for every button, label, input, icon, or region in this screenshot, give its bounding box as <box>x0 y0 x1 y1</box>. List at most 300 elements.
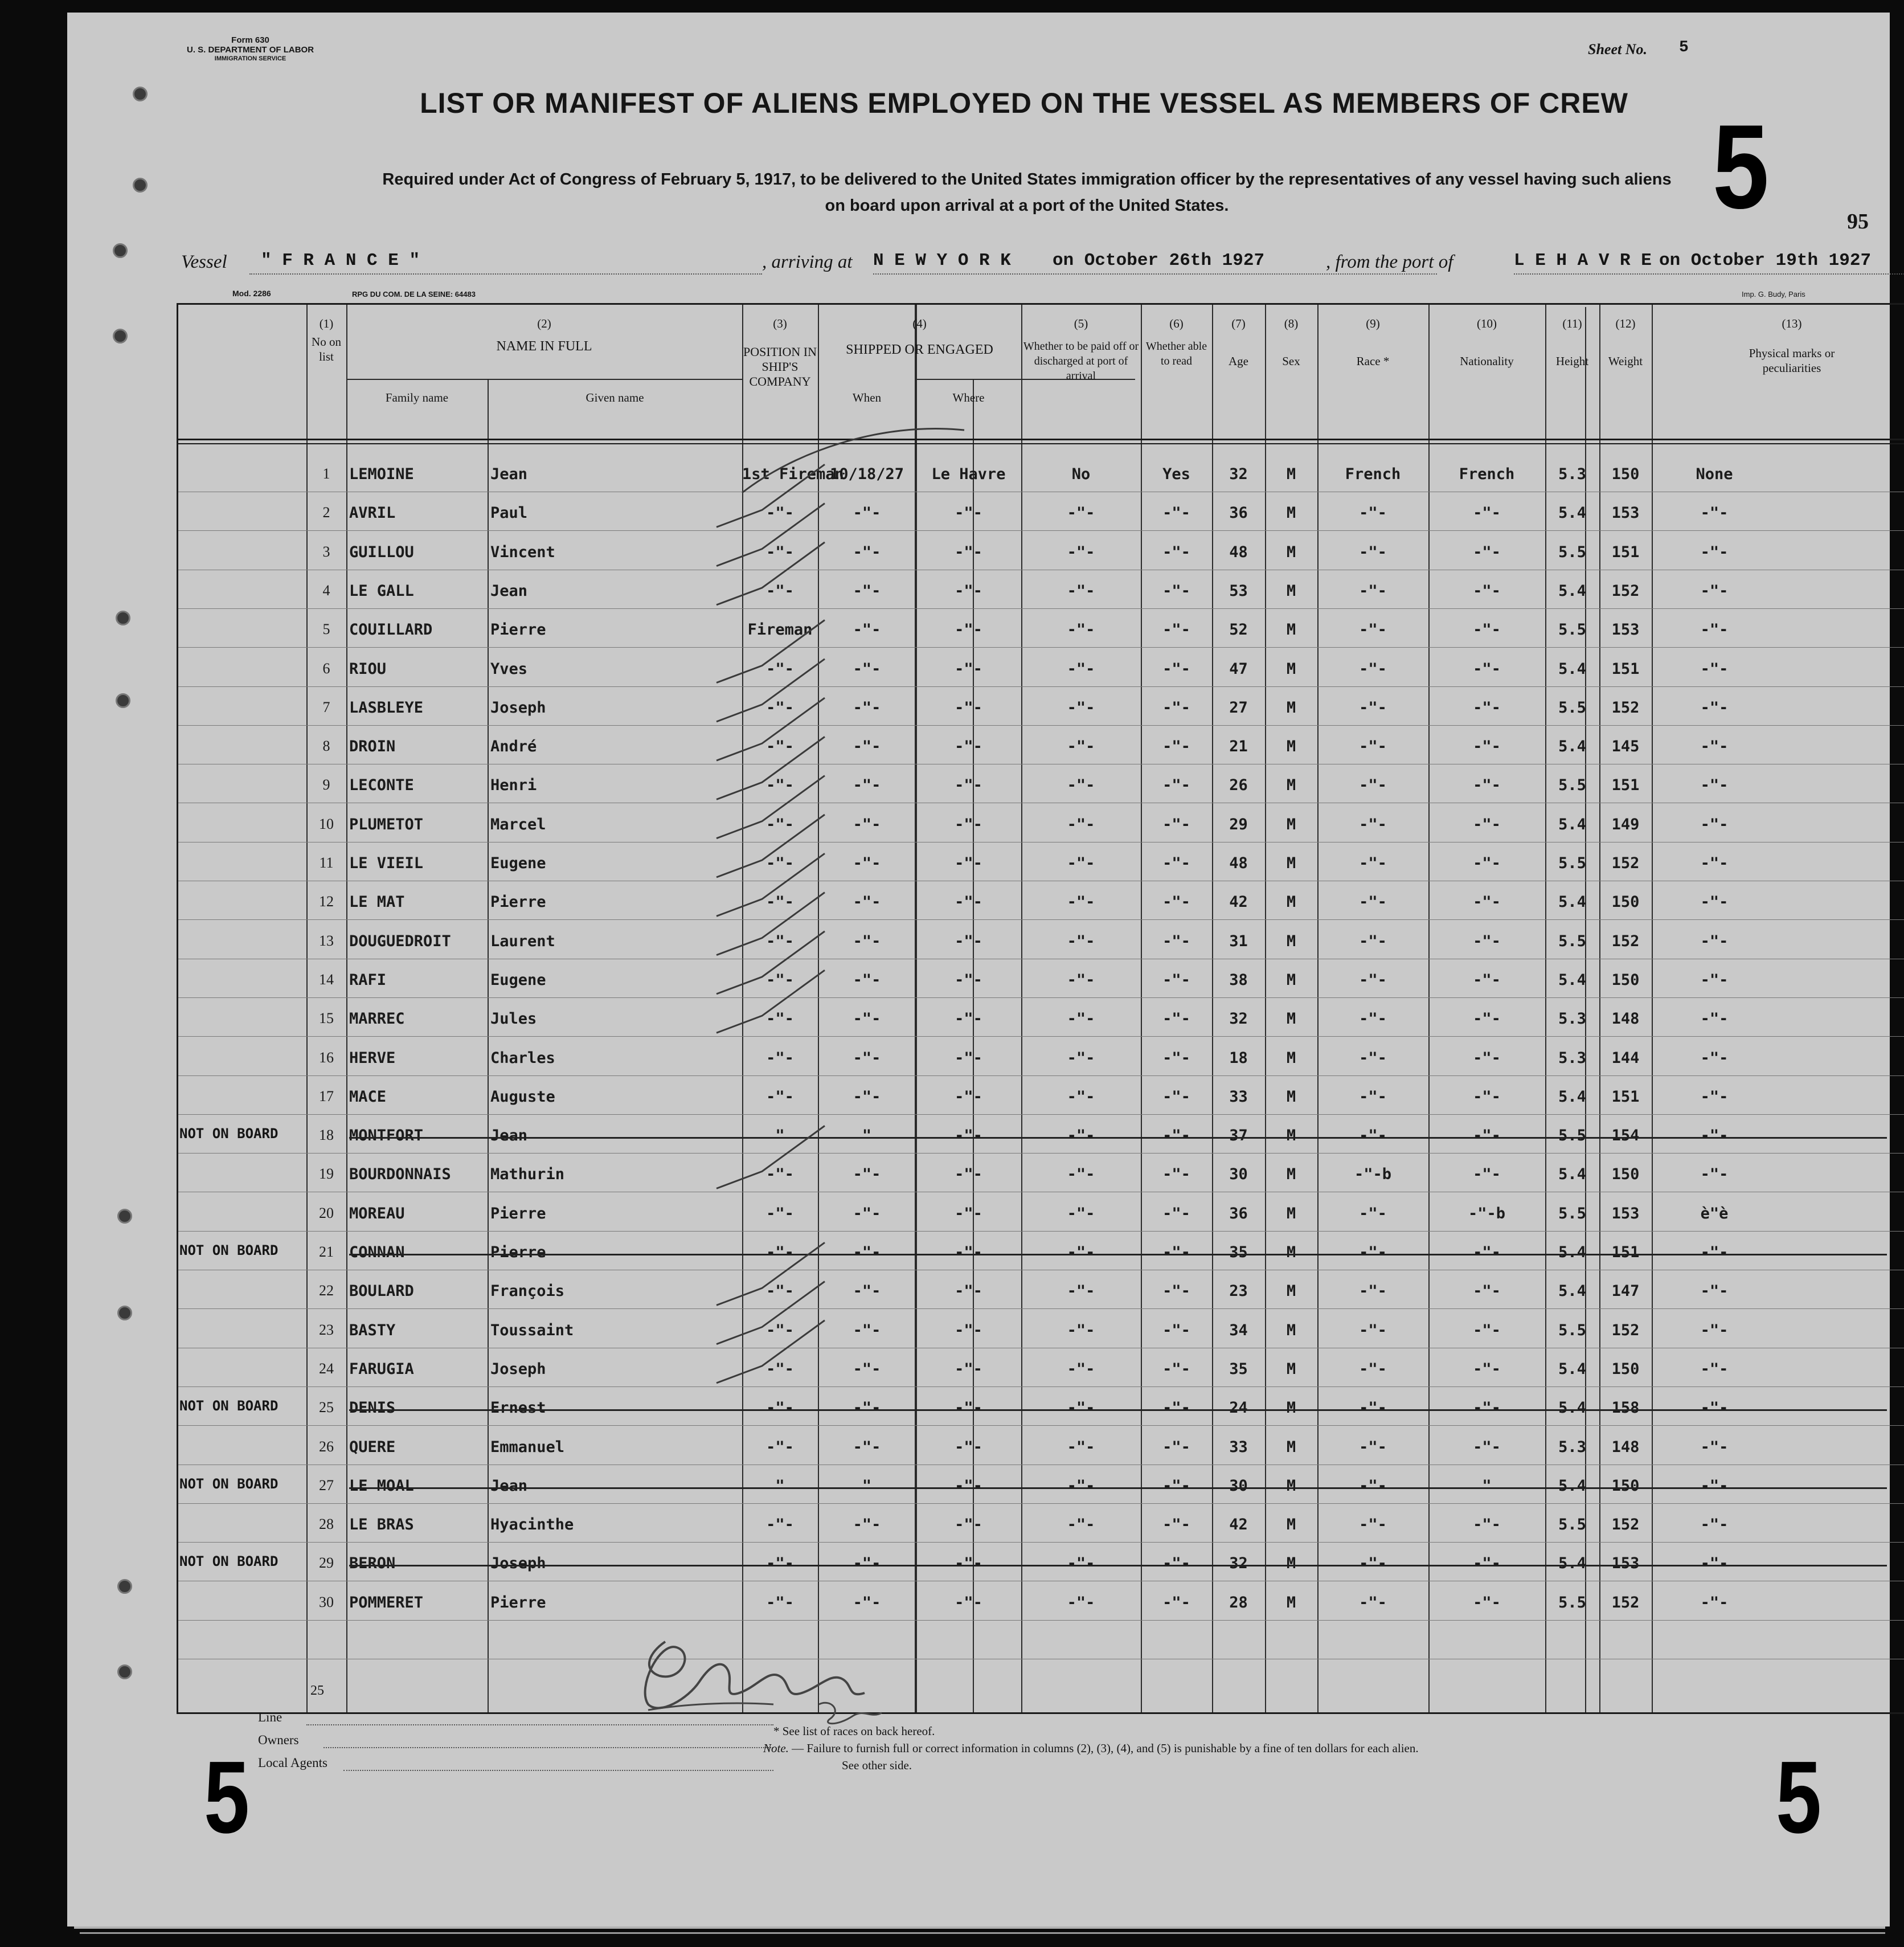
height-cell: 5.3 <box>1558 1049 1586 1067</box>
col7-number: (7) <box>1231 317 1246 330</box>
col13-header <box>1652 316 1904 375</box>
sex-cell: M <box>1286 1165 1296 1184</box>
weight-cell: 150 <box>1611 893 1640 911</box>
nationality-cell: -"- <box>1473 815 1501 833</box>
able-to-read-cell: -"- <box>1162 893 1190 911</box>
weight-cell: 148 <box>1611 1438 1640 1456</box>
col2-header <box>346 316 742 354</box>
position-cell: -"- <box>766 1555 794 1573</box>
row-number-cell: 17 <box>319 1087 334 1105</box>
departure-date: on October 19th 1927 <box>1659 251 1872 271</box>
col10-header <box>1428 316 1545 369</box>
crew-table <box>177 303 1904 1714</box>
sex-cell: M <box>1286 698 1296 717</box>
sex-cell: M <box>1286 1049 1296 1067</box>
shipped-when-cell: -"- <box>853 893 881 911</box>
sex-cell: M <box>1286 1321 1296 1339</box>
position-cell: " <box>775 1127 785 1145</box>
family-name-cell: PLUMETOT <box>349 815 424 833</box>
col2-number: (2) <box>537 317 551 330</box>
col8-header <box>1265 316 1317 369</box>
weight-cell: 152 <box>1611 1321 1640 1339</box>
position-cell: -"- <box>766 1010 794 1028</box>
family-name-cell: MARREC <box>349 1010 405 1028</box>
paid-off-cell: -"- <box>1067 621 1095 639</box>
given-name-cell: Pierre <box>490 1204 546 1222</box>
paid-off-cell: -"- <box>1067 1321 1095 1339</box>
race-cell: -"- <box>1359 854 1387 872</box>
race-cell: -"- <box>1359 1476 1387 1495</box>
able-to-read-cell: -"- <box>1162 1087 1190 1106</box>
sex-cell: M <box>1286 543 1296 561</box>
position-cell: -"- <box>766 815 794 833</box>
race-cell: -"- <box>1359 1087 1387 1106</box>
binder-hole <box>113 329 128 343</box>
age-cell: 32 <box>1229 465 1248 483</box>
strike-through-line <box>349 1409 1887 1411</box>
physical-marks-cell: -"- <box>1700 504 1729 522</box>
given-name-cell: Joseph <box>490 698 546 717</box>
col11-label: Height <box>1555 354 1589 368</box>
sex-cell: M <box>1286 465 1296 483</box>
position-cell: -"- <box>766 660 794 678</box>
footer-line-label: Line <box>258 1710 282 1724</box>
sex-cell: M <box>1286 738 1296 756</box>
nationality-cell: -"- <box>1473 1165 1501 1184</box>
shipped-where-cell: -"- <box>955 1165 982 1184</box>
position-cell: -"- <box>766 504 794 522</box>
sex-cell: M <box>1286 1087 1296 1106</box>
position-cell: " <box>775 1476 785 1495</box>
shipped-where-cell: -"- <box>955 504 982 522</box>
age-cell: 35 <box>1229 1360 1248 1378</box>
weight-cell: 151 <box>1611 543 1640 561</box>
sex-cell: M <box>1286 1438 1296 1456</box>
able-to-read-cell: -"- <box>1162 1476 1190 1495</box>
weight-cell: 152 <box>1611 1593 1640 1611</box>
given-name-cell: Jean <box>490 1476 528 1495</box>
able-to-read-cell: -"- <box>1162 1593 1190 1611</box>
nationality-cell: -"- <box>1473 1593 1501 1611</box>
position-cell: -"- <box>766 1244 794 1261</box>
col7-header <box>1212 316 1265 369</box>
height-cell: 5.4 <box>1558 738 1586 756</box>
sex-cell: M <box>1286 1516 1296 1534</box>
able-to-read-cell: -"- <box>1162 1165 1190 1184</box>
physical-marks-cell: -"- <box>1700 1438 1729 1456</box>
shipped-where-cell: -"- <box>955 1049 982 1067</box>
shipped-where-cell: -"- <box>955 932 982 950</box>
strike-through-line <box>349 1565 1887 1566</box>
row-number-cell: 19 <box>319 1165 334 1183</box>
age-cell: 33 <box>1229 1087 1248 1106</box>
row-number-cell: 10 <box>319 815 334 832</box>
col6-header <box>1141 316 1212 369</box>
weight-cell: 153 <box>1611 621 1640 639</box>
paid-off-cell: -"- <box>1067 815 1095 833</box>
position-cell: -"- <box>766 1438 794 1456</box>
shipped-when-cell: -"- <box>853 504 881 522</box>
physical-marks-cell: -"- <box>1700 1165 1729 1184</box>
arriving-label: , arriving at <box>762 252 853 272</box>
shipped-where-cell: -"- <box>955 1282 982 1300</box>
weight-cell: 152 <box>1611 932 1640 950</box>
paid-off-cell: -"- <box>1067 1516 1095 1534</box>
table-row <box>178 454 1904 493</box>
physical-marks-cell: -"- <box>1700 1244 1729 1261</box>
paid-off-cell: -"- <box>1067 1399 1095 1417</box>
table-row <box>178 921 1904 960</box>
col3-number: (3) <box>773 317 787 330</box>
nationality-cell: -"- <box>1473 660 1501 678</box>
row-number-cell: 21 <box>319 1244 334 1260</box>
service-name: IMMIGRATION SERVICE <box>214 55 286 62</box>
row-number-cell: 18 <box>319 1127 334 1144</box>
physical-marks-cell: -"- <box>1700 893 1729 911</box>
shipped-when-cell: -"- <box>853 1165 881 1184</box>
note-label: Note. <box>763 1741 789 1755</box>
weight-cell: 151 <box>1611 776 1640 795</box>
race-cell: -"- <box>1359 582 1387 600</box>
table-row <box>178 610 1904 648</box>
weight-cell: 153 <box>1611 1204 1640 1222</box>
family-name-cell: DROIN <box>349 738 396 756</box>
sex-cell: M <box>1286 1127 1296 1145</box>
shipped-when-cell: -"- <box>853 854 881 872</box>
shipped-when-cell: -"- <box>853 621 881 639</box>
paid-off-cell: -"- <box>1067 1087 1095 1106</box>
physical-marks-cell: -"- <box>1700 738 1729 756</box>
not-on-board-stamp: NOT ON BOARD <box>179 1126 279 1142</box>
position-cell: -"- <box>766 1360 794 1378</box>
age-cell: 26 <box>1229 776 1248 795</box>
age-cell: 18 <box>1229 1049 1248 1067</box>
nationality-cell: -"- <box>1473 1244 1501 1261</box>
height-cell: 5.4 <box>1558 660 1586 678</box>
race-cell: -"- <box>1359 1244 1387 1261</box>
from-port-label: , from the port of <box>1326 252 1453 272</box>
row-number-cell: 4 <box>322 582 330 599</box>
col6-number: (6) <box>1169 317 1184 330</box>
physical-marks-cell: -"- <box>1700 543 1729 561</box>
nationality-cell: -"- <box>1473 1399 1501 1417</box>
table-row <box>178 765 1904 804</box>
col11-header <box>1545 316 1599 369</box>
table-row <box>178 688 1904 726</box>
footer-owners-label: Owners <box>258 1733 299 1747</box>
height-cell: 5.5 <box>1558 1593 1586 1611</box>
col2-label: NAME IN FULL <box>496 339 592 354</box>
race-cell: -"- <box>1359 1399 1387 1417</box>
row-number-cell: 24 <box>319 1360 334 1377</box>
table-row <box>178 571 1904 610</box>
sex-cell: M <box>1286 971 1296 989</box>
col6-label: Whether able to read <box>1145 340 1207 367</box>
able-to-read-cell: -"- <box>1162 1244 1190 1261</box>
weight-cell: 150 <box>1611 1360 1640 1378</box>
physical-marks-cell: None <box>1696 465 1733 483</box>
family-name-cell: BASTY <box>349 1321 396 1339</box>
paid-off-cell: -"- <box>1067 660 1095 678</box>
form-number: Form 630 <box>231 35 269 45</box>
height-cell: 5.5 <box>1558 854 1586 872</box>
not-on-board-stamp: NOT ON BOARD <box>179 1475 279 1492</box>
given-name-cell: Emmanuel <box>490 1438 565 1456</box>
sex-cell: M <box>1286 1282 1296 1300</box>
shipped-where-cell: -"- <box>955 893 982 911</box>
height-cell: 5.3 <box>1558 1010 1586 1028</box>
given-name-cell: Hyacinthe <box>490 1516 574 1534</box>
given-name-cell: Auguste <box>490 1087 555 1106</box>
big-sheet-number-bottom-left: 5 <box>204 1740 250 1855</box>
position-cell: -"- <box>766 738 794 756</box>
shipped-where-cell: -"- <box>955 1438 982 1456</box>
row-number-cell: 11 <box>319 854 334 871</box>
nationality-cell: -"- <box>1473 582 1501 600</box>
nationality-cell: -"- <box>1473 971 1501 989</box>
model-number: Mod. 2286 <box>232 289 271 298</box>
able-to-read-cell: -"- <box>1162 1399 1190 1417</box>
weight-cell: 153 <box>1611 1555 1640 1573</box>
shipped-when-cell: -"- <box>853 698 881 717</box>
paid-off-cell: -"- <box>1067 543 1095 561</box>
height-cell: 5.4 <box>1558 1087 1586 1106</box>
col4-where-label: Where <box>952 391 985 404</box>
paid-off-cell: -"- <box>1067 1049 1095 1067</box>
able-to-read-cell: -"- <box>1162 621 1190 639</box>
family-name-cell: BOULARD <box>349 1282 414 1300</box>
shipped-where-cell: -"- <box>955 1360 982 1378</box>
paid-off-cell: -"- <box>1067 776 1095 795</box>
table-row <box>178 1543 1904 1582</box>
given-name-cell: Jean <box>490 1127 528 1145</box>
paid-off-cell: -"- <box>1067 698 1095 717</box>
shipped-where-cell: -"- <box>955 776 982 795</box>
weight-cell: 152 <box>1611 698 1640 717</box>
sex-cell: M <box>1286 893 1296 911</box>
shipped-where-cell: -"- <box>955 1399 982 1417</box>
height-cell: 5.4 <box>1558 504 1586 522</box>
page-subtitle <box>272 166 1782 219</box>
shipped-when-cell: -"- <box>853 738 881 756</box>
binder-hole <box>117 1306 132 1320</box>
shipped-where-cell: -"- <box>955 543 982 561</box>
nationality-cell: -"- <box>1473 738 1501 756</box>
weight-cell: 152 <box>1611 582 1640 600</box>
height-cell: 5.5 <box>1558 1321 1586 1339</box>
nationality-cell: -"- <box>1473 854 1501 872</box>
race-cell: -"- <box>1359 1282 1387 1300</box>
physical-marks-cell: -"- <box>1700 1399 1729 1417</box>
shipped-when-cell: 10/18/27 <box>829 465 904 483</box>
subtitle-line: on board upon arrival at a port of the United States. <box>825 197 1229 215</box>
age-cell: 28 <box>1229 1593 1248 1611</box>
row-number-cell: 2 <box>322 504 330 521</box>
given-name-cell: Laurent <box>490 932 555 950</box>
able-to-read-cell: -"- <box>1162 543 1190 561</box>
paid-off-cell: -"- <box>1067 1244 1095 1261</box>
row-number-cell: 5 <box>322 621 330 638</box>
age-cell: 32 <box>1229 1555 1248 1573</box>
sex-cell: M <box>1286 1593 1296 1611</box>
nationality-cell: -"- <box>1473 1438 1501 1456</box>
row-number-cell: 3 <box>322 543 330 560</box>
age-cell: 36 <box>1229 1204 1248 1222</box>
arrival-port: N E W Y O R K <box>873 251 1011 271</box>
paid-off-cell: -"- <box>1067 1165 1095 1184</box>
nationality-cell: -"-b <box>1468 1204 1506 1222</box>
col4-number: (4) <box>912 317 927 330</box>
race-cell: -"- <box>1359 738 1387 756</box>
age-cell: 38 <box>1229 971 1248 989</box>
col3-header <box>742 316 818 389</box>
position-cell: -"- <box>766 543 794 561</box>
nationality-cell: -"- <box>1473 1049 1501 1067</box>
shipped-when-cell: -"- <box>853 1049 881 1067</box>
shipped-where-cell: -"- <box>955 1127 982 1145</box>
row-number-cell: 6 <box>322 660 330 677</box>
height-cell: 5.4 <box>1558 1399 1586 1417</box>
position-cell: -"- <box>766 1282 794 1300</box>
physical-marks-cell: -"- <box>1700 1476 1729 1495</box>
age-cell: 42 <box>1229 1516 1248 1534</box>
family-name-cell: LE GALL <box>349 582 414 600</box>
given-name-cell: Joseph <box>490 1360 546 1378</box>
sex-cell: M <box>1286 1399 1296 1417</box>
row-number-cell: 25 <box>319 1399 334 1416</box>
physical-marks-cell: -"- <box>1700 971 1729 989</box>
family-name-cell: AVRIL <box>349 504 396 522</box>
paid-off-cell: -"- <box>1067 971 1095 989</box>
physical-marks-cell: -"- <box>1700 1593 1729 1611</box>
col1-label: No on list <box>312 335 341 363</box>
vessel-label: Vessel <box>181 252 227 272</box>
physical-marks-cell: -"- <box>1700 1516 1729 1534</box>
row-number-cell: 7 <box>322 698 330 715</box>
shipped-where-cell: -"- <box>955 971 982 989</box>
sex-cell: M <box>1286 932 1296 950</box>
see-other-side: See other side. <box>842 1758 912 1772</box>
height-cell: 5.5 <box>1558 1127 1586 1145</box>
physical-marks-cell: -"- <box>1700 660 1729 678</box>
margin-number: 25 <box>310 1683 324 1698</box>
shipped-where-cell: -"- <box>955 738 982 756</box>
col9-label: Race * <box>1356 354 1390 368</box>
shipped-when-cell: -"- <box>853 1087 881 1106</box>
col12-header <box>1599 316 1652 369</box>
position-cell: -"- <box>766 1204 794 1222</box>
able-to-read-cell: -"- <box>1162 660 1190 678</box>
strike-through-line <box>349 1137 1887 1139</box>
paid-off-cell: -"- <box>1067 1282 1095 1300</box>
family-name-cell: BOURDONNAIS <box>349 1165 451 1184</box>
table-row <box>178 1504 1904 1543</box>
nationality-cell: -"- <box>1473 698 1501 717</box>
strike-through-line <box>349 1487 1887 1489</box>
table-row <box>178 649 1904 688</box>
not-on-board-stamp: NOT ON BOARD <box>179 1553 279 1570</box>
shipped-where-cell: -"- <box>955 1244 982 1261</box>
position-cell: -"- <box>766 971 794 989</box>
physical-marks-cell: -"- <box>1700 932 1729 950</box>
row-number-cell: 30 <box>319 1593 334 1610</box>
penalty-note <box>763 1741 1419 1756</box>
family-name-cell: MOREAU <box>349 1204 405 1222</box>
family-name-cell: COUILLARD <box>349 621 433 639</box>
binder-hole <box>117 1579 132 1594</box>
col1-number: (1) <box>319 317 334 330</box>
family-name-cell: LE MOAL <box>349 1476 414 1495</box>
binder-hole <box>117 1209 132 1224</box>
col10-number: (10) <box>1477 317 1497 330</box>
vessel-name: " F R A N C E " <box>261 251 420 271</box>
manifest-sheet <box>67 13 1890 1926</box>
paid-off-cell: -"- <box>1067 1360 1095 1378</box>
col12-number: (12) <box>1615 317 1636 330</box>
family-name-cell: LEMOINE <box>349 465 414 483</box>
able-to-read-cell: -"- <box>1162 504 1190 522</box>
age-cell: 48 <box>1229 854 1248 872</box>
age-cell: 32 <box>1229 1010 1248 1028</box>
height-cell: 5.4 <box>1558 971 1586 989</box>
strike-through-line <box>349 1254 1887 1255</box>
paid-off-cell: -"- <box>1067 504 1095 522</box>
shipped-when-cell: -"- <box>853 815 881 833</box>
weight-cell: 152 <box>1611 1516 1640 1534</box>
vessel-info-line <box>181 252 1904 275</box>
age-cell: 31 <box>1229 932 1248 950</box>
age-cell: 21 <box>1229 738 1248 756</box>
col2-given-label: Given name <box>585 391 644 404</box>
shipped-when-cell: -"- <box>853 1438 881 1456</box>
age-cell: 47 <box>1229 660 1248 678</box>
big-sheet-number: 5 <box>1712 100 1770 234</box>
able-to-read-cell: -"- <box>1162 1321 1190 1339</box>
shipped-where-cell: -"- <box>955 582 982 600</box>
table-row <box>178 843 1904 882</box>
age-cell: 48 <box>1229 543 1248 561</box>
row-number-cell: 14 <box>319 971 334 988</box>
col9-header <box>1317 316 1428 369</box>
shipped-where-cell: -"- <box>955 854 982 872</box>
able-to-read-cell: -"- <box>1162 776 1190 795</box>
family-name-cell: DOUGUEDROIT <box>349 932 451 950</box>
nationality-cell: -"- <box>1473 932 1501 950</box>
physical-marks-cell: -"- <box>1700 1049 1729 1067</box>
given-name-cell: Mathurin <box>490 1165 565 1184</box>
shipped-when-cell: -"- <box>853 1555 881 1573</box>
sex-cell: M <box>1286 1555 1296 1573</box>
race-cell: -"- <box>1359 1127 1387 1145</box>
weight-cell: 151 <box>1611 660 1640 678</box>
nationality-cell: -"- <box>1473 1516 1501 1534</box>
row-number-cell: 15 <box>319 1010 334 1027</box>
row-number-cell: 8 <box>322 738 330 755</box>
height-cell: 5.4 <box>1558 1360 1586 1378</box>
family-name-cell: BERON <box>349 1555 396 1573</box>
paid-off-cell: -"- <box>1067 1438 1095 1456</box>
weight-cell: 152 <box>1611 854 1640 872</box>
able-to-read-cell: -"- <box>1162 1282 1190 1300</box>
shipped-when-cell: -"- <box>853 776 881 795</box>
race-cell: -"- <box>1359 1360 1387 1378</box>
sex-cell: M <box>1286 776 1296 795</box>
nationality-cell: -"- <box>1473 1282 1501 1300</box>
position-cell: -"- <box>766 1593 794 1611</box>
height-cell: 5.5 <box>1558 543 1586 561</box>
shipped-when-cell: -"- <box>853 543 881 561</box>
race-cell: -"- <box>1359 504 1387 522</box>
